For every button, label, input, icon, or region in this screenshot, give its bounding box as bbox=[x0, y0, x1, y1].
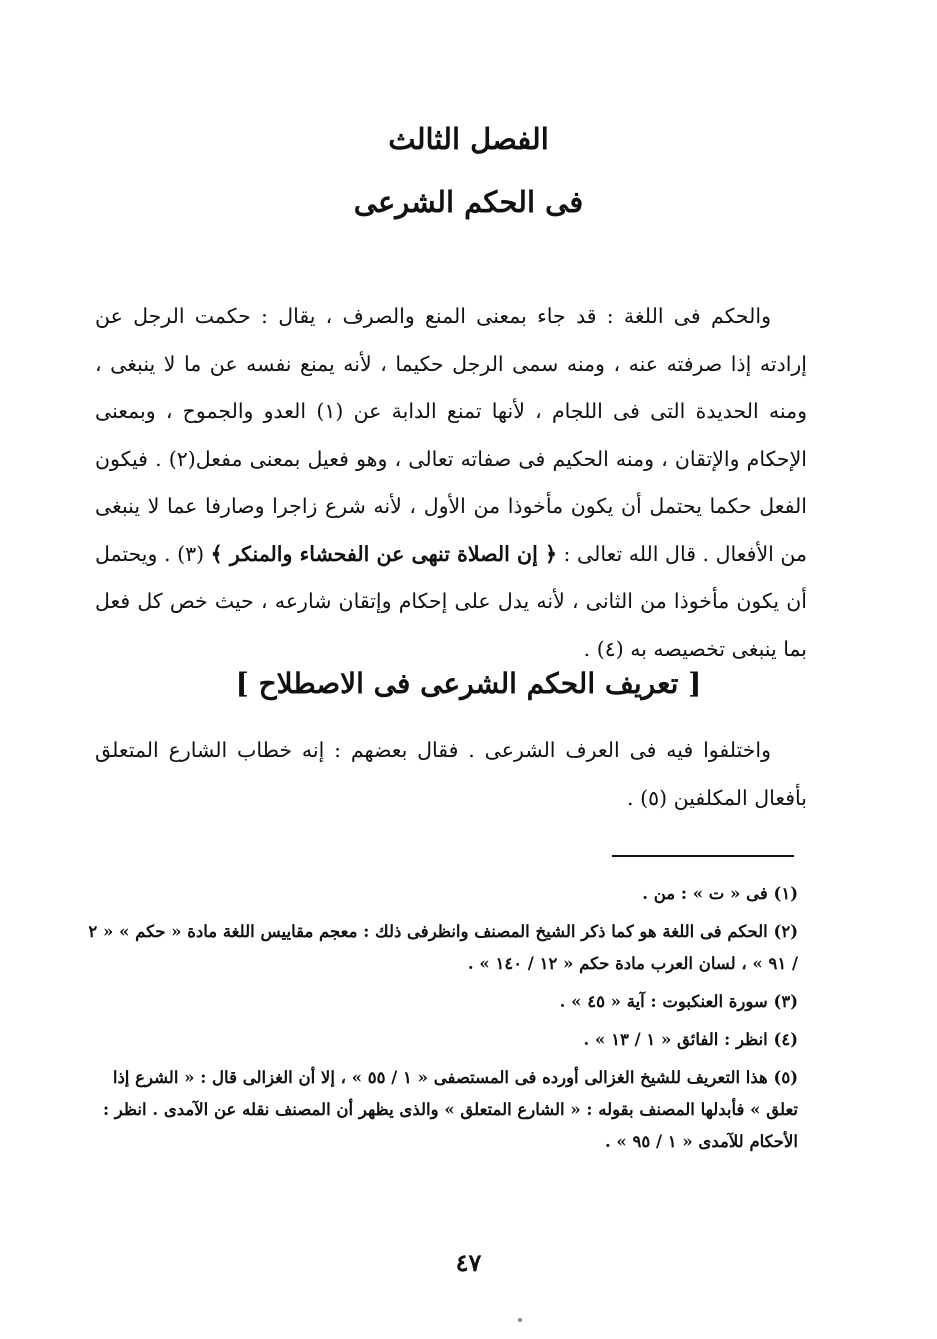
footnote-3: (٣) سورة العنكبوت : آية « ٤٥ » . bbox=[559, 992, 798, 1011]
paragraph-2 bbox=[95, 727, 807, 822]
paragraph-2-part-a: واختلفوا فيه فى العرف الشرعى . فقال بعضهم : إنه خطاب الشارع المتعلق بأفعال المكلفين bbox=[95, 738, 807, 810]
footnote-5: (٥) هذا التعريف للشيخ الغزالى أورده فى المستصفى « ١ / ٥٥ » ، إلا أن الغزالى قال : « الشرع إذا تعلق » فأبدلها المصنف بقوله : « الشارع المتعلق » والذى يظهر أن المصنف نقله عن الآمدى . انظر : الأحكام للآمدى « ١ / ٩٥ » . bbox=[102, 1068, 798, 1151]
paragraph-2-part-b: . bbox=[627, 785, 634, 810]
paragraph-1-part-e: . bbox=[583, 636, 591, 661]
footnote-4: (٤) انظر : الفائق « ١ / ١٣ » . bbox=[583, 1030, 798, 1049]
paragraph-1-part-d: . ويحتمل أن يكون مأخوذا من الثانى ، لأنه يدل على إحكام وإتقان شارعه ، حيث خص كل فعل بما ينبغى تخصيصه به bbox=[95, 541, 807, 661]
footnote-ref-5: (٥) bbox=[633, 785, 674, 810]
main-paragraph bbox=[95, 293, 807, 673]
footnote-divider bbox=[612, 855, 794, 857]
footnote-ref-3: (٣) bbox=[170, 541, 211, 566]
footnote-1: (١) فى « ت » : من . bbox=[642, 884, 798, 903]
footnotes-list bbox=[80, 878, 798, 1164]
scan-dot bbox=[518, 1318, 522, 1322]
paragraph-1-part-a: والحكم فى اللغة : قد جاء بمعنى المنع والصرف ، يقال : حكمت الرجل عن إرادته إذا صرفته عنه ، ومنه سمى الرجل حكيما ، لأنه يمنع نفسه عن ما لا ينبغى ، ومنه الحديدة التى فى اللجام ، لأنها تمنع الدابة عن bbox=[95, 304, 808, 423]
footnote-2: (٢) الحكم فى اللغة هو كما ذكر الشيخ المصنف وانظرفى ذلك : معجم مقاييس اللغة مادة « حكم » « ٢ / ٩١ » ، لسان العرب مادة حكم « ١٢ / ١٤٠ » . bbox=[88, 922, 798, 973]
paragraph-1-part-b: العدو والجموح ، وبمعنى الإحكام والإتقان ، ومنه الحكيم فى صفاته تعالى ، وهو فعيل بمعنى مفعل bbox=[95, 399, 807, 471]
chapter-title: الفصل الثالث bbox=[388, 122, 549, 156]
paragraph-1 bbox=[95, 293, 807, 673]
definition-paragraph bbox=[95, 727, 807, 822]
page-number: ٤٧ bbox=[455, 1248, 482, 1277]
footnote-ref-4: (٤) bbox=[590, 636, 631, 661]
section-title: [ تعريف الحكم الشرعى فى الاصطلاح ] bbox=[235, 667, 702, 700]
paragraph-1-part-c: . فيكون الفعل حكما يحتمل أن يكون مأخوذا من الأول ، لأنه شرع زاجرا وصارفا عما لا ينبغى من الأفعال . قال الله تعالى : bbox=[95, 446, 808, 566]
footnote-ref-2: (٢) bbox=[168, 446, 196, 471]
chapter-subtitle: فى الحكم الشرعى bbox=[353, 185, 584, 219]
footnote-ref-1: (١) bbox=[316, 399, 344, 423]
quran-quote: ﴿ إن الصلاة تنهى عن الفحشاء والمنكر ﴾ bbox=[210, 541, 557, 566]
